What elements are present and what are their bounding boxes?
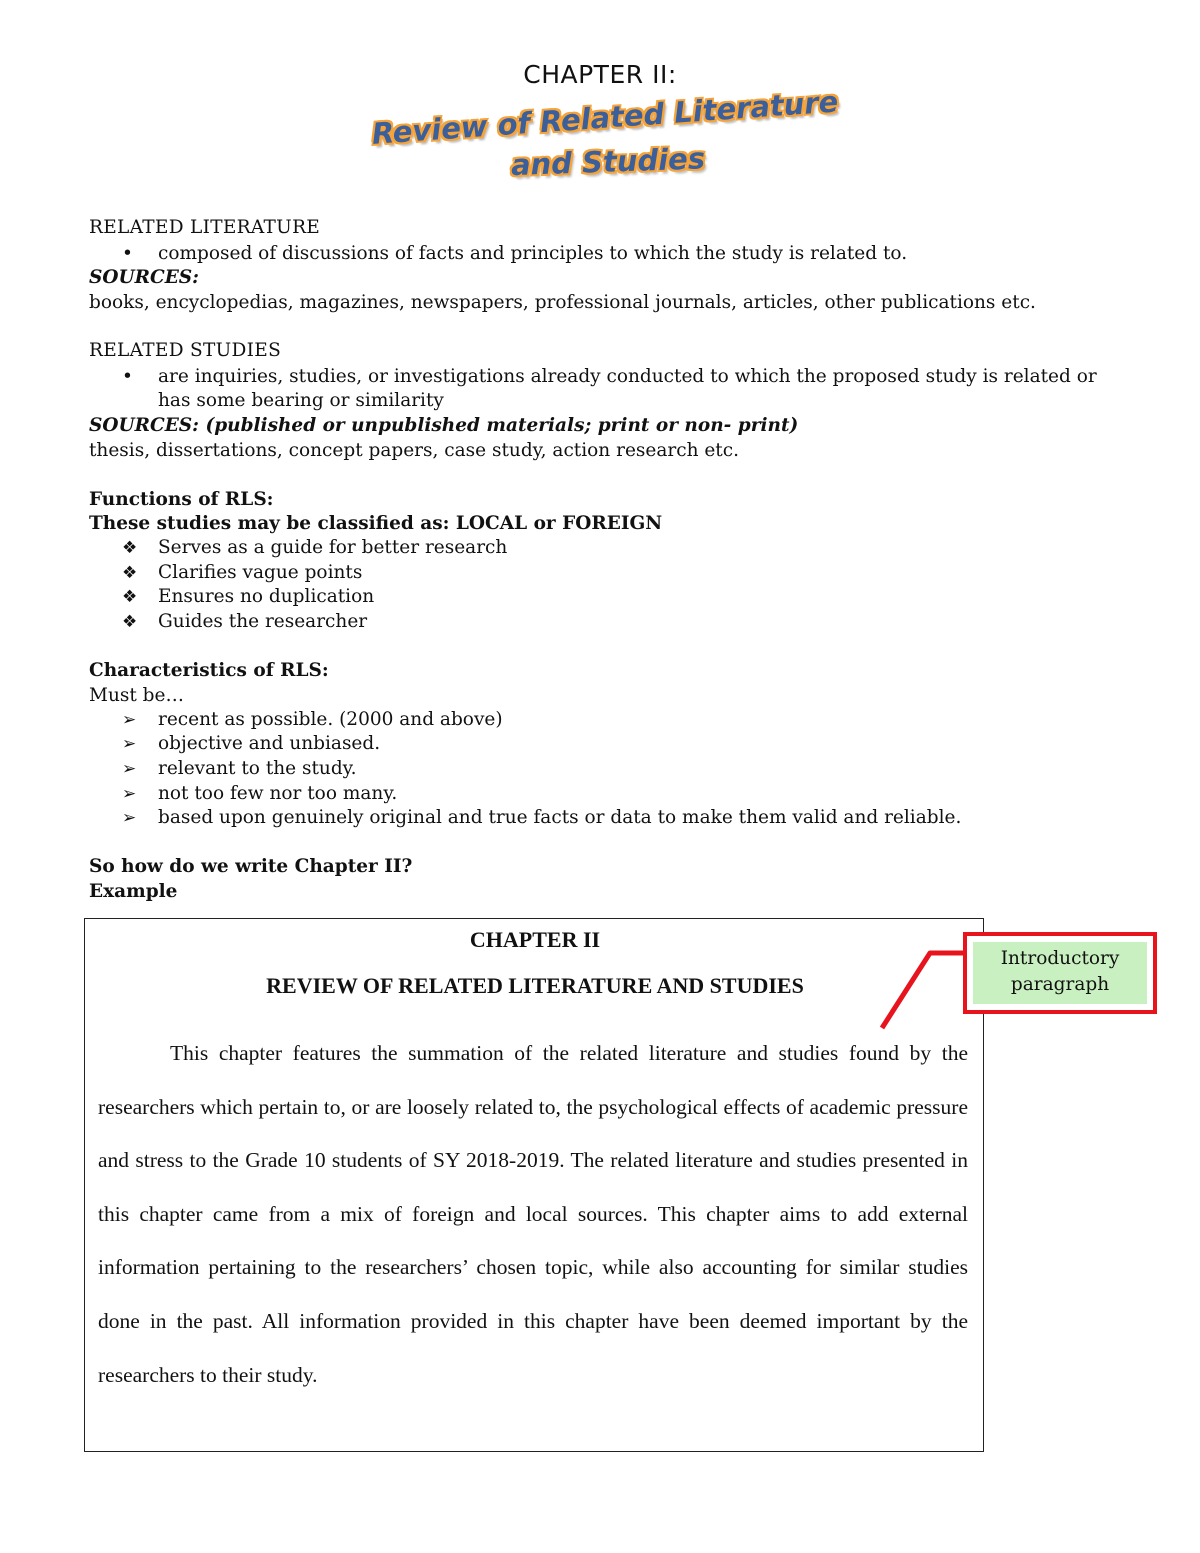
example-label: Example [89,881,178,902]
how-to-question: So how do we write Chapter II? [89,856,413,877]
characteristics-must-be: Must be… [89,685,184,706]
characteristics-item: based upon genuinely original and true facts or data to make them valid and reliable. [158,807,962,828]
functions-item: Ensures no duplication [158,586,375,607]
characteristics-item: relevant to the study. [158,758,357,779]
related-literature-heading: RELATED LITERATURE [89,217,321,238]
related-literature-bullet: composed of discussions of facts and principles to which the study is related to. [158,243,908,264]
chapter-heading: CHAPTER II: [523,60,677,89]
functions-item: Guides the researcher [158,611,368,632]
arrow-bullet-icon: ➢ [122,808,137,828]
diamond-bullet-icon: ❖ [122,587,138,607]
callout-line-2: paragraph [1010,974,1110,995]
diamond-bullet-icon: ❖ [122,563,138,583]
functions-heading: Functions of RLS: [89,489,274,510]
arrow-bullet-icon: ➢ [122,784,137,804]
functions-item: Serves as a guide for better research [158,537,508,558]
characteristics-item: not too few nor too many. [158,783,398,804]
wordart-line-2: and Studies [510,141,706,183]
arrow-bullet-icon: ➢ [122,759,137,779]
characteristics-heading: Characteristics of RLS: [89,660,329,681]
characteristics-item: objective and unbiased. [158,733,381,754]
related-literature-sources-label: SOURCES: [89,267,199,288]
diamond-bullet-icon: ❖ [122,538,138,558]
example-review-title: REVIEW OF RELATED LITERATURE AND STUDIES [266,973,804,998]
related-studies-bullet-line-2: has some bearing or similarity [158,390,444,411]
introductory-paragraph: This chapter features the summation of the related literature and studies found by the researchers which pertain to, or are loosely related to, the psychological effects of academic pressure and stress to the Grade 10 students of SY 2018-2019. The related literature and studies presented in this chapter came from a mix of foreign and local sources. This chapter aims to add external information pertaining to the researchers’ chosen topic, while also accounting for similar studies done in the past. All information provided in this chapter have been deemed important by the researchers to their study. [98,1041,968,1387]
introductory-paragraph-callout [963,932,1157,1014]
arrow-bullet-icon: ➢ [122,734,137,754]
wordart-line-1: Review of Related Literature [370,84,840,151]
arrow-bullet-icon: ➢ [122,710,137,730]
related-studies-sources: thesis, dissertations, concept papers, case study, action research etc. [89,440,739,461]
bullet-dot-icon: • [122,366,133,387]
related-literature-sources: books, encyclopedias, magazines, newspapers, professional journals, articles, other publications etc. [89,292,1036,313]
callout-line-1: Introductory [1000,948,1120,969]
related-studies-sources-label: SOURCES: (published or unpublished materials; print or non- print) [89,415,799,436]
functions-classified: These studies may be classified as: LOCAL or FOREIGN [89,513,663,534]
diamond-bullet-icon: ❖ [122,612,138,632]
functions-item: Clarifies vague points [158,562,363,583]
related-studies-bullet-line-1: are inquiries, studies, or investigations already conducted to which the proposed study is related or [158,366,1097,387]
characteristics-item: recent as possible. (2000 and above) [158,709,503,730]
bullet-dot-icon: • [122,243,133,264]
example-chapter-title: CHAPTER II [469,927,601,952]
related-studies-heading: RELATED STUDIES [89,340,282,361]
